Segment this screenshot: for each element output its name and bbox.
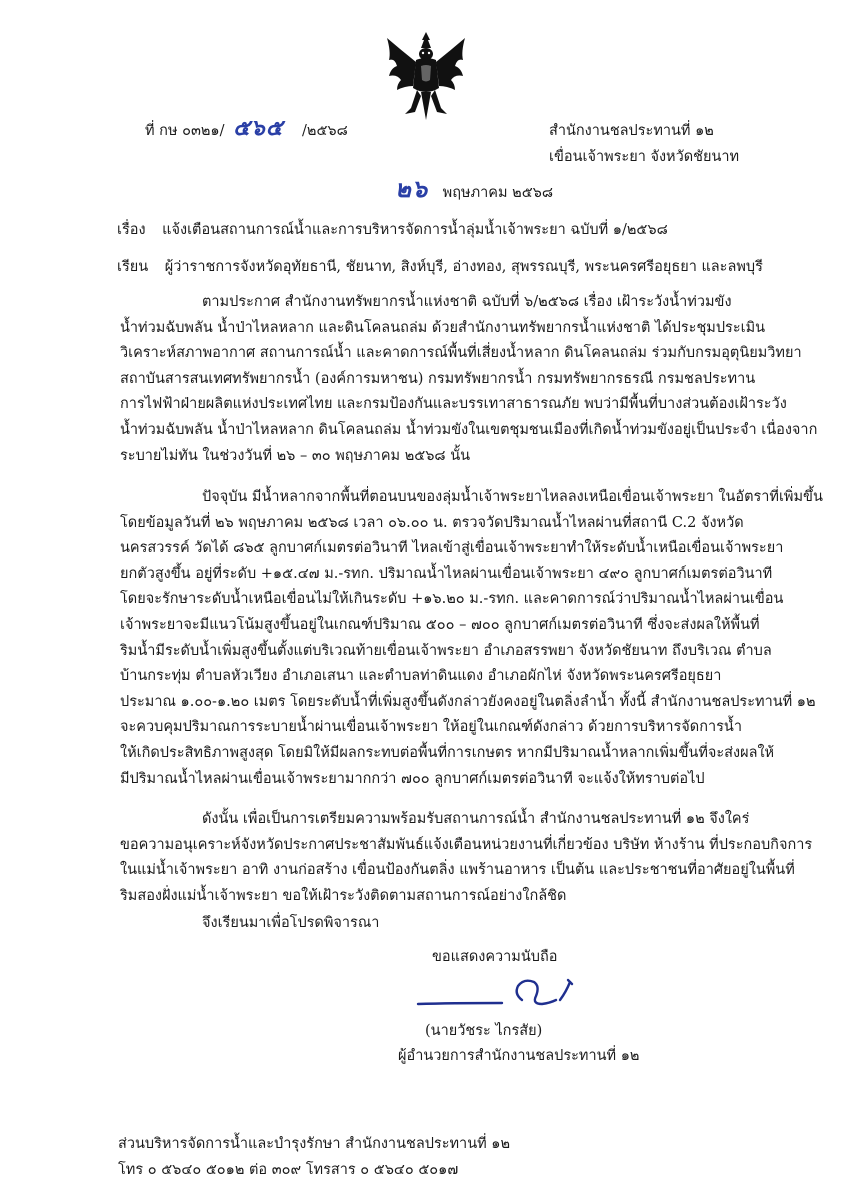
paragraph-line: ในแม่น้ำเจ้าพระยา อาทิ งานก่อสร้าง เขื่อนป้องกันตลิ่ง แพร้านอาหาร เป็นต้น และประชาชนที่อาศัยอยู่ในพื้นที่ bbox=[120, 862, 795, 879]
reference-number bbox=[145, 117, 348, 143]
addressee-text: ผู้ว่าราชการจังหวัดอุทัยธานี, ชัยนาท, สิงห์บุรี, อ่างทอง, สุพรรณบุรี, พระนครศรีอยุธยา และลพบุรี bbox=[164, 259, 763, 275]
paragraph-line: การไฟฟ้าฝ่ายผลิตแห่งประเทศไทย และกรมป้องกันและบรรเทาสาธารณภัย พบว่ามีพื้นที่บางส่วนต้องเฝ้าระวัง bbox=[120, 396, 787, 413]
addressee-line bbox=[117, 255, 763, 279]
subject-text: แจ้งเตือนสถานการณ์น้ำและการบริหารจัดการน้ำลุ่มน้ำเจ้าพระยา ฉบับที่ ๑/๒๕๖๘ bbox=[162, 222, 668, 238]
document-date bbox=[395, 177, 553, 205]
paragraph-line: วิเคราะห์สภาพอากาศ สถานการณ์น้ำ และคาดการณ์พื้นที่เสี่ยงน้ำหลาก ดินโคลนถล่ม ร่วมกับกรมอุตุนิยมวิทยา bbox=[120, 345, 802, 362]
salutation: ขอแสดงความนับถือ bbox=[432, 949, 558, 965]
paragraph-line: นครสวรรค์ วัดได้ ๘๖๕ ลูกบาศก์เมตรต่อวินาที ไหลเข้าสู่เขื่อนเจ้าพระยาทำให้ระดับน้ำเหนือเขื่อนเจ้าพระยา bbox=[120, 540, 784, 557]
paragraph-line: ดังนั้น เพื่อเป็นการเตรียมความพร้อมรับสถานการณ์น้ำ สำนักงานชลประทานที่ ๑๒ จึงใคร่ bbox=[202, 811, 750, 827]
paragraph-line: ประมาณ ๑.๐๐-๑.๒๐ เมตร โดยระดับน้ำที่เพิ่มสูงขึ้นดังกล่าวยังคงอยู่ในตลิ่งลำน้ำ ทั้งนี้ สำนักงานชลประทานที่ ๑๒ bbox=[120, 693, 816, 710]
body-paragraph-3 bbox=[120, 807, 813, 909]
addressee-label: เรียน bbox=[117, 259, 149, 275]
paragraph-line: โดยจะรักษาระดับน้ำเหนือเขื่อนไม่ให้เกินระดับ +๑๖.๒๐ ม.-รทก. และคาดการณ์ว่าปริมาณน้ำไหลผ่านเขื่อน bbox=[120, 591, 784, 608]
date-day-handwritten: ๒๖ bbox=[395, 175, 429, 203]
paragraph-line: ยกตัวสูงขึ้น อยู่ที่ระดับ +๑๕.๔๗ ม.-รทก. ปริมาณน้ำไหลผ่านเขื่อนเจ้าพระยา ๔๙๐ ลูกบาศก์เมตรต่อวินาที bbox=[120, 565, 773, 582]
paragraph-line: ระบายไม่ทัน ในช่วงวันที่ ๒๖ – ๓๐ พฤษภาคม ๒๕๖๘ นั้น bbox=[120, 447, 471, 464]
body-paragraph-2 bbox=[120, 485, 823, 792]
signature-icon bbox=[410, 970, 610, 1022]
paragraph-line: ปัจจุบัน มีน้ำหลากจากพื้นที่ตอนบนของลุ่มน้ำเจ้าพระยาไหลลงเหนือเขื่อนเจ้าพระยา ในอัตราที่เพิ่มขึ้น bbox=[202, 489, 823, 505]
paragraph-line: ให้เกิดประสิทธิภาพสูงสุด โดยมิให้มีผลกระทบต่อพื้นที่การเกษตร หากมีปริมาณน้ำหลากเพิ่มขึ้นที่จะส่งผลให้ bbox=[120, 744, 775, 761]
paragraph-line: ริมน้ำมีระดับน้ำเพิ่มสูงขึ้นตั้งแต่บริเวณท้ายเขื่อนเจ้าพระยา อำเภอสรรพยา จังหวัดชัยนาท ถึงบริเวณ ตำบล bbox=[120, 642, 772, 659]
date-month-year: พฤษภาคม ๒๕๖๘ bbox=[442, 185, 554, 201]
signer-title: ผู้อำนวยการสำนักงานชลประทานที่ ๑๒ bbox=[398, 1048, 640, 1064]
signer-name: (นายวัชระ ไกรสัย) bbox=[425, 1023, 543, 1039]
paragraph-line: สถาบันสารสนเทศทรัพยากรน้ำ (องค์การมหาชน) กรมทรัพยากรน้ำ กรมทรัพยากรธรณี กรมชลประทาน bbox=[120, 370, 756, 387]
paragraph-line: มีปริมาณน้ำไหลผ่านเขื่อนเจ้าพระยามากกว่า ๗๐๐ ลูกบาศก์เมตรต่อวินาที จะแจ้งให้ทราบต่อไป bbox=[120, 770, 705, 787]
footer-contact: โทร ๐ ๕๖๔๐ ๕๐๑๒ ต่อ ๓๐๙ โทรสาร ๐ ๕๖๔๐ ๕๐๑๗ bbox=[118, 1162, 459, 1178]
subject-label: เรื่อง bbox=[117, 222, 146, 238]
office-line-2: เขื่อนเจ้าพระยา จังหวัดชัยนาท bbox=[549, 149, 740, 165]
paragraph-line: ขอความอนุเคราะห์จังหวัดประกาศประชาสัมพันธ์แจ้งเตือนหน่วยงานที่เกี่ยวข้อง บริษัท ห้างร้าน ที่ประกอบกิจการ bbox=[120, 836, 813, 853]
garuda-emblem-icon bbox=[383, 30, 469, 122]
ref-year: /๒๕๖๘ bbox=[302, 123, 348, 139]
ref-prefix: ที่ กษ ๐๓๒๑/ bbox=[145, 123, 225, 139]
body-paragraph-1 bbox=[120, 290, 818, 469]
paragraph-line: บ้านกระทุ่ม ตำบลหัวเวียง อำเภอเสนา และตำบลท่าดินแดง อำเภอผักไห่ จังหวัดพระนครศรีอยุธยา bbox=[120, 668, 722, 685]
paragraph-line: ตามประกาศ สำนักงานทรัพยากรน้ำแห่งชาติ ฉบับที่ ๖/๒๕๖๘ เรื่อง เฝ้าระวังน้ำท่วมขัง bbox=[202, 294, 732, 310]
subject-line bbox=[117, 218, 668, 242]
closing-request: จึงเรียนมาเพื่อโปรดพิจารณา bbox=[202, 915, 380, 931]
paragraph-line: จะควบคุมปริมาณการระบายน้ำผ่านเขื่อนเจ้าพระยา ให้อยู่ในเกณฑ์ดังกล่าว ด้วยการบริหารจัดการน้ำ bbox=[120, 719, 742, 736]
paragraph-line: โดยข้อมูลวันที่ ๒๖ พฤษภาคม ๒๕๖๘ เวลา ๐๖.๐๐ น. ตรวจวัดปริมาณน้ำไหลผ่านที่สถานี C.2 จังหวัด bbox=[120, 514, 744, 531]
paragraph-line: น้ำท่วมฉับพลัน น้ำป่าไหลหลาก และดินโคลนถล่ม ด้วยสำนักงานทรัพยากรน้ำแห่งชาติ ได้ประชุมประเมิน bbox=[120, 319, 766, 336]
paragraph-line: ริมสองฝั่งแม่น้ำเจ้าพระยา ขอให้เฝ้าระวังติดตามสถานการณ์อย่างใกล้ชิด bbox=[120, 887, 567, 904]
paragraph-line: เจ้าพระยาจะมีแนวโน้มสูงขึ้นอยู่ในเกณฑ์ปริมาณ ๕๐๐ – ๗๐๐ ลูกบาศก์เมตรต่อวินาที ซึ่งจะส่งผลให้พื้นที่ bbox=[120, 616, 760, 633]
paragraph-line: น้ำท่วมฉับพลัน น้ำป่าไหลหลาก ดินโคลนถล่ม น้ำท่วมขังในเขตชุมชนเมืองที่เกิดน้ำท่วมขังอยู่เป็นประจำ เนื่องจาก bbox=[120, 421, 818, 438]
office-line-1: สำนักงานชลประทานที่ ๑๒ bbox=[549, 123, 714, 139]
ref-number-handwritten: ๕๖๕ bbox=[233, 116, 284, 141]
footer-department: ส่วนบริหารจัดการน้ำและบำรุงรักษา สำนักงานชลประทานที่ ๑๒ bbox=[118, 1136, 511, 1152]
